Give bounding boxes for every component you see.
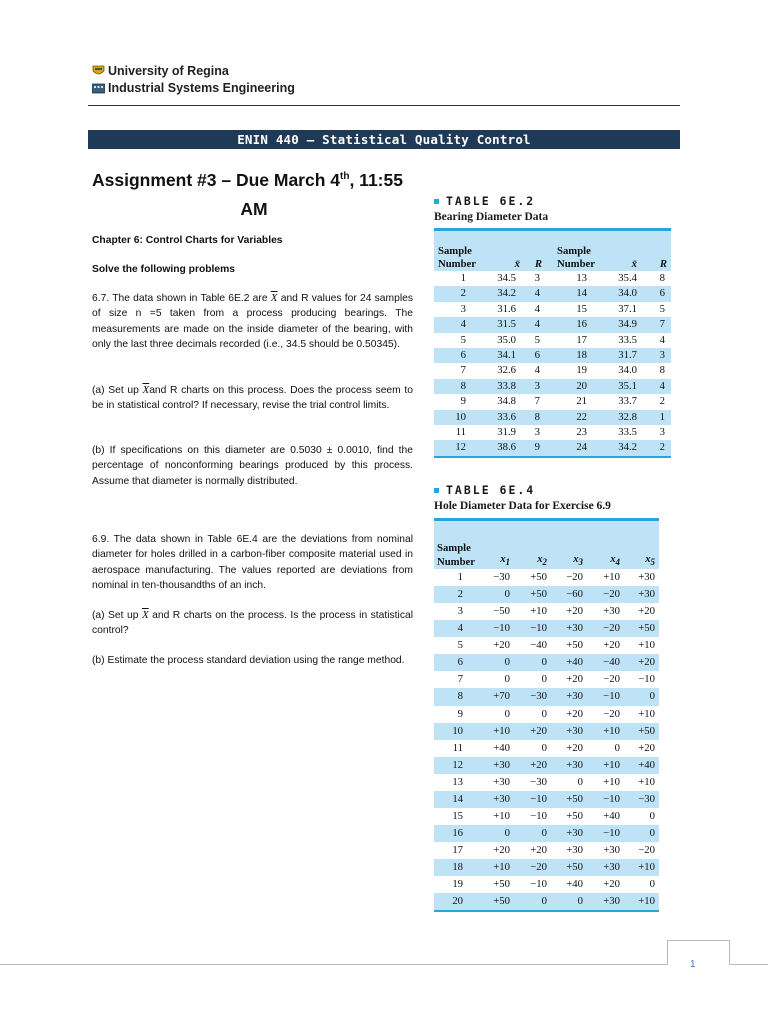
table-bottom-rule (434, 910, 659, 912)
table-cell: +10 (603, 775, 620, 788)
table-cell: +10 (603, 724, 620, 737)
table-row (434, 723, 659, 740)
caption-square-icon (434, 488, 439, 493)
col-xbar: x̄ (631, 258, 637, 270)
table-cell: 3 (659, 426, 665, 439)
page-number-box (667, 940, 730, 965)
table-cell: +20 (603, 878, 620, 891)
table-cell: 0 (504, 673, 510, 686)
table-cell: 5 (659, 302, 665, 315)
table-cell: 5 (534, 333, 540, 346)
table-cell: +20 (566, 741, 583, 754)
table-cell: 4 (534, 302, 540, 315)
table-cell: 24 (576, 441, 587, 454)
col-xbar: x̄ (514, 258, 520, 270)
table-cell: −10 (530, 878, 547, 891)
col-x1: $x_1$ (479, 521, 515, 569)
table-cell: +10 (493, 809, 510, 822)
table-cell: 34.0 (618, 364, 637, 377)
table-cell: 6 (534, 349, 540, 362)
table-cell: 23 (576, 426, 587, 439)
table-cell: 0 (541, 741, 547, 754)
col-x3: $x_3$ (552, 521, 588, 569)
table-cell: +50 (493, 878, 510, 891)
table-cell: +30 (566, 724, 583, 737)
col-x2: $x_2$ (515, 521, 552, 569)
table-row (434, 774, 659, 791)
problem-6-9: 6.9. The data shown in Table 6E.4 are the deviations from nominal diameter for holes drilled in a carbon-fiber composite material used in aerospace manufacturing. The values reported are deviations from nominal in ten-thousandths of an inch. (92, 534, 413, 591)
table-cell: 4 (659, 379, 665, 392)
table-cell: +10 (638, 775, 655, 788)
table-cell: 35.4 (618, 272, 637, 284)
table-row (434, 410, 671, 425)
table-cell: 17 (452, 844, 463, 857)
table-cell: 33.5 (618, 426, 637, 439)
table-cell: 0 (541, 656, 547, 669)
table-cell: 13 (576, 272, 587, 284)
table-row (434, 706, 659, 723)
table-cell: 34.1 (497, 349, 516, 362)
table-cell: +50 (566, 792, 583, 805)
table-cell: −10 (638, 673, 655, 686)
table-cell: +30 (493, 775, 510, 788)
table-cell: +30 (566, 690, 583, 703)
table-cell: +20 (493, 639, 510, 652)
table-bottom-rule (434, 456, 671, 458)
table-6e2-caption (434, 194, 535, 208)
table-cell: 5 (457, 639, 463, 652)
table-cell: +40 (566, 656, 583, 669)
table-cell: +30 (603, 844, 620, 857)
table-cell: +20 (638, 656, 655, 669)
table-row (434, 791, 659, 808)
table-cell: 16 (576, 318, 587, 331)
table-cell: 18 (576, 349, 587, 362)
table-cell: 17 (576, 333, 587, 346)
table-cell: 6 (457, 656, 463, 669)
table-cell: +40 (493, 741, 510, 754)
table-cell: −10 (603, 690, 620, 703)
problem-6-7-a (92, 383, 413, 414)
table-cell: +30 (603, 861, 620, 874)
table-cell: 7 (659, 318, 665, 331)
page-number: 1 (690, 959, 696, 970)
table-cell: +10 (638, 895, 655, 908)
table-cell: −20 (603, 622, 620, 635)
table-cell: −40 (530, 639, 547, 652)
table-row (434, 363, 671, 378)
table-cell: +30 (493, 792, 510, 805)
title-line2: AM (240, 198, 268, 219)
header-divider (88, 105, 680, 106)
chapter-heading: Chapter 6: Control Charts for Variables (92, 235, 283, 246)
table-cell: +30 (566, 826, 583, 839)
table-cell: 14 (452, 792, 463, 805)
table-cell: 12 (452, 758, 463, 771)
table-cell: 8 (659, 272, 665, 284)
title-line1-end: , 11:55 (349, 169, 403, 190)
table-cell: 20 (576, 379, 587, 392)
table-cell: 22 (576, 410, 587, 423)
table-cell: −20 (603, 707, 620, 720)
table-cell: +20 (603, 639, 620, 652)
table-cell: +50 (566, 639, 583, 652)
table-cell: +30 (603, 605, 620, 618)
table-row (434, 394, 671, 409)
table-row (434, 603, 659, 620)
table-cell: 0 (504, 588, 510, 601)
problem-6-9-a (92, 608, 413, 639)
table-cell: 7 (457, 673, 463, 686)
table-cell: +50 (493, 895, 510, 908)
table-cell: −20 (566, 571, 583, 584)
table-row (434, 317, 671, 332)
table-row (434, 740, 659, 757)
table-cell: 2 (457, 588, 463, 601)
table-cell: 4 (534, 287, 540, 300)
table-cell: 0 (541, 673, 547, 686)
table-cell: 35.0 (497, 333, 516, 346)
table-cell: 14 (576, 287, 587, 300)
table-6e4-grid (434, 521, 659, 910)
table-cell: 0 (614, 741, 620, 754)
table-cell: 3 (534, 426, 540, 439)
table-cell: −20 (603, 588, 620, 601)
table-cell: 0 (649, 809, 655, 822)
table-cell: 4 (659, 333, 665, 346)
table-cell: 34.2 (618, 441, 637, 454)
table-cell: +40 (638, 758, 655, 771)
course-title-bar: ENIN 440 – Statistical Quality Control (88, 130, 680, 149)
table-cell: 34.9 (618, 318, 637, 331)
table-row (434, 286, 671, 301)
table-cell: +20 (566, 707, 583, 720)
university-crest-icon (92, 65, 105, 77)
table-cell: −40 (603, 656, 620, 669)
table-cell: +20 (638, 741, 655, 754)
table-6e4 (434, 518, 659, 912)
table-cell: +30 (566, 844, 583, 857)
table-cell: +10 (638, 861, 655, 874)
table-cell: 13 (452, 775, 463, 788)
table-cell: −10 (603, 792, 620, 805)
table-cell: 32.6 (497, 364, 516, 377)
table-row (434, 808, 659, 825)
table-cell: 1 (460, 272, 466, 284)
table-cell: 34.8 (497, 395, 516, 408)
table-cell: −30 (493, 571, 510, 584)
table-cell: 2 (460, 287, 466, 300)
table-cell: 6 (659, 287, 665, 300)
table-cell: 0 (541, 895, 547, 908)
table-cell: +10 (530, 605, 547, 618)
table-6e2-body (434, 271, 671, 456)
col-sample-number: Sample Number (557, 245, 595, 270)
table-cell: +50 (566, 861, 583, 874)
table-cell: 31.9 (497, 426, 516, 439)
table-cell: 10 (452, 724, 463, 737)
table-row (434, 440, 671, 455)
table-cell: +70 (493, 690, 510, 703)
table-cell: 3 (534, 272, 540, 284)
table-row (434, 348, 671, 363)
title-line1: Assignment #3 – Due March 4 (92, 169, 340, 190)
caption-square-icon (434, 199, 439, 204)
table-cell: −10 (530, 622, 547, 635)
table-cell: 0 (577, 775, 583, 788)
table-cell: +20 (530, 844, 547, 857)
table-cell: −10 (493, 622, 510, 635)
p67-text-b: and R values for 24 samples of size n =5 taken from a process producing bearings. The measurements are made on the inside diameter of the bearing, with only the last three decimals recorded (i.e., 34.5 should be 0.50345). (92, 293, 413, 350)
table-row (434, 271, 671, 286)
table-cell: +50 (566, 809, 583, 822)
table-6e4-caption (434, 483, 535, 497)
table-cell: +20 (530, 758, 547, 771)
table-cell: −30 (638, 792, 655, 805)
table-cell: 37.1 (618, 302, 637, 315)
table-cell: −30 (530, 690, 547, 703)
table-row (434, 637, 659, 654)
assignment-title (92, 162, 412, 224)
table-cell: 0 (504, 707, 510, 720)
table-cell: +30 (638, 571, 655, 584)
table-cell: 15 (452, 809, 463, 822)
title-superscript: th (340, 171, 350, 182)
table-cell: +20 (566, 605, 583, 618)
table-cell: +50 (530, 588, 547, 601)
table-cell: 33.8 (497, 379, 516, 392)
table-6e2 (434, 228, 671, 458)
table-6e4-body (434, 569, 659, 910)
col-r: R (659, 258, 667, 270)
table-cell: 3 (659, 349, 665, 362)
table-row (434, 859, 659, 876)
footer-rule (0, 964, 768, 965)
table-cell: 3 (534, 379, 540, 392)
table-cell: 38.6 (497, 441, 516, 454)
table-cell: 4 (534, 318, 540, 331)
table-cell: 11 (455, 426, 466, 439)
col-x5: $x_5$ (625, 521, 659, 569)
table-cell: 31.7 (618, 349, 637, 362)
table-cell: 2 (659, 441, 665, 454)
table-row (434, 333, 671, 348)
table-cell: 33.6 (497, 410, 516, 423)
p67a-text-b: and R charts on this process. Does the process seem to be in statistical control? If necessary, revise the trial control limits. (92, 385, 413, 412)
table-row (434, 757, 659, 774)
table-cell: −30 (530, 775, 547, 788)
table-cell: 10 (455, 410, 466, 423)
table-cell: 4 (460, 318, 466, 331)
table-row (434, 825, 659, 842)
table-row (434, 586, 659, 603)
table-row (434, 654, 659, 671)
table-row (434, 569, 659, 586)
table-6e2-subtitle: Bearing Diameter Data (434, 211, 549, 223)
table-cell: 9 (534, 441, 540, 454)
table-6e4-caption-text: TABLE 6E.4 (446, 483, 536, 497)
table-cell: 3 (460, 302, 466, 315)
table-cell: −20 (530, 861, 547, 874)
table-cell: 34.0 (618, 287, 637, 300)
table-cell: +30 (566, 622, 583, 635)
table-cell: +20 (566, 673, 583, 686)
table-cell: 7 (534, 395, 540, 408)
table-cell: +10 (603, 758, 620, 771)
p69a-text-b: and R charts on the process. Is the process in statistical control? (92, 610, 413, 637)
problem-6-7-b: (b) If specifications on this diameter are 0.5030 ± 0.0010, find the percentage of nonconforming bearings produced by this process. Assume that diameter is normally distributed. (92, 445, 413, 487)
table-cell: 4 (534, 364, 540, 377)
p69a-text-a: (a) Set up (92, 610, 139, 621)
table-cell: 18 (452, 861, 463, 874)
table-row (434, 379, 671, 394)
table-row (434, 876, 659, 893)
table-cell: 0 (541, 826, 547, 839)
university-logo (92, 62, 295, 96)
table-cell: −50 (493, 605, 510, 618)
table-cell: +10 (493, 724, 510, 737)
p67a-text-a: (a) Set up (92, 385, 139, 396)
table-cell: 15 (576, 302, 587, 315)
table-cell: 0 (504, 826, 510, 839)
table-cell: 32.8 (618, 410, 637, 423)
table-cell: −60 (566, 588, 583, 601)
table-cell: 5 (460, 333, 466, 346)
department-building-icon (92, 82, 105, 94)
table-cell: 0 (649, 826, 655, 839)
table-cell: 11 (452, 741, 463, 754)
table-cell: 34.5 (497, 272, 516, 284)
table-cell: +10 (638, 639, 655, 652)
table-cell: +30 (493, 758, 510, 771)
table-cell: 31.5 (497, 318, 516, 331)
table-cell: +50 (638, 724, 655, 737)
table-cell: +40 (566, 878, 583, 891)
col-r: R (534, 258, 542, 270)
table-6e2-grid (434, 231, 671, 456)
department-name: Industrial Systems Engineering (108, 80, 295, 95)
table-cell: 8 (534, 410, 540, 423)
table-row (434, 302, 671, 317)
table-cell: 33.7 (618, 395, 637, 408)
table-cell: 33.5 (618, 333, 637, 346)
table-cell: −20 (603, 673, 620, 686)
table-cell: 0 (649, 690, 655, 703)
table-cell: +10 (603, 571, 620, 584)
table-cell: +30 (638, 588, 655, 601)
table-cell: +50 (638, 622, 655, 635)
table-row (434, 893, 659, 910)
col-sample-number: Sample Number (434, 521, 479, 569)
table-cell: 0 (649, 878, 655, 891)
table-row (434, 842, 659, 859)
table-cell: 7 (460, 364, 466, 377)
table-cell: 21 (576, 395, 587, 408)
table-cell: 0 (541, 707, 547, 720)
table-row (434, 671, 659, 688)
table-cell: 0 (504, 656, 510, 669)
table-cell: +40 (603, 809, 620, 822)
table-row (434, 688, 659, 705)
table-row (434, 425, 671, 440)
table-cell: 3 (457, 605, 463, 618)
col-x4: $x_4$ (588, 521, 625, 569)
table-cell: 20 (452, 895, 463, 908)
table-cell: 34.2 (497, 287, 516, 300)
table-cell: 1 (457, 571, 463, 584)
table-cell: 31.6 (497, 302, 516, 315)
table-cell: 8 (460, 379, 466, 392)
xbar-symbol: $\overline{X}$ (142, 384, 150, 396)
table-cell: +10 (493, 861, 510, 874)
xbar-symbol: $\overline{X}$ (270, 292, 278, 304)
table-cell: +20 (530, 724, 547, 737)
problem-6-7 (92, 291, 413, 352)
table-cell: 8 (659, 364, 665, 377)
table-cell: 8 (457, 690, 463, 703)
xbar-symbol: $\overline{X}$ (141, 609, 149, 621)
university-name: University of Regina (108, 63, 229, 78)
table-cell: +50 (530, 571, 547, 584)
col-sample-number: Sample Number (438, 245, 476, 270)
table-cell: +20 (638, 605, 655, 618)
department-line (92, 79, 295, 96)
university-line (92, 62, 295, 79)
p67-text-a: 6.7. The data shown in Table 6E.2 are (92, 293, 268, 304)
table-row (434, 620, 659, 637)
table-cell: +30 (566, 758, 583, 771)
table-cell: −20 (638, 844, 655, 857)
table-cell: 16 (452, 826, 463, 839)
table-cell: +10 (638, 707, 655, 720)
table-cell: −10 (530, 792, 547, 805)
table-6e2-caption-text: TABLE 6E.2 (446, 194, 536, 208)
table-cell: 2 (659, 395, 665, 408)
table-cell: 0 (577, 895, 583, 908)
table-cell: −10 (530, 809, 547, 822)
problem-6-9-b: (b) Estimate the process standard deviation using the range method. (92, 655, 405, 666)
table-cell: 35.1 (618, 379, 637, 392)
table-cell: 9 (457, 707, 463, 720)
table-cell: 12 (455, 441, 466, 454)
table-cell: 6 (460, 349, 466, 362)
table-cell: +30 (603, 895, 620, 908)
table-cell: 9 (460, 395, 466, 408)
instruction-text: Solve the following problems (92, 264, 236, 275)
table-cell: +20 (493, 844, 510, 857)
table-6e4-subtitle: Hole Diameter Data for Exercise 6.9 (434, 500, 611, 512)
table-cell: 19 (452, 878, 463, 891)
table-cell: 4 (457, 622, 463, 635)
table-cell: 19 (576, 364, 587, 377)
table-cell: −10 (603, 826, 620, 839)
table-cell: 1 (659, 410, 665, 423)
